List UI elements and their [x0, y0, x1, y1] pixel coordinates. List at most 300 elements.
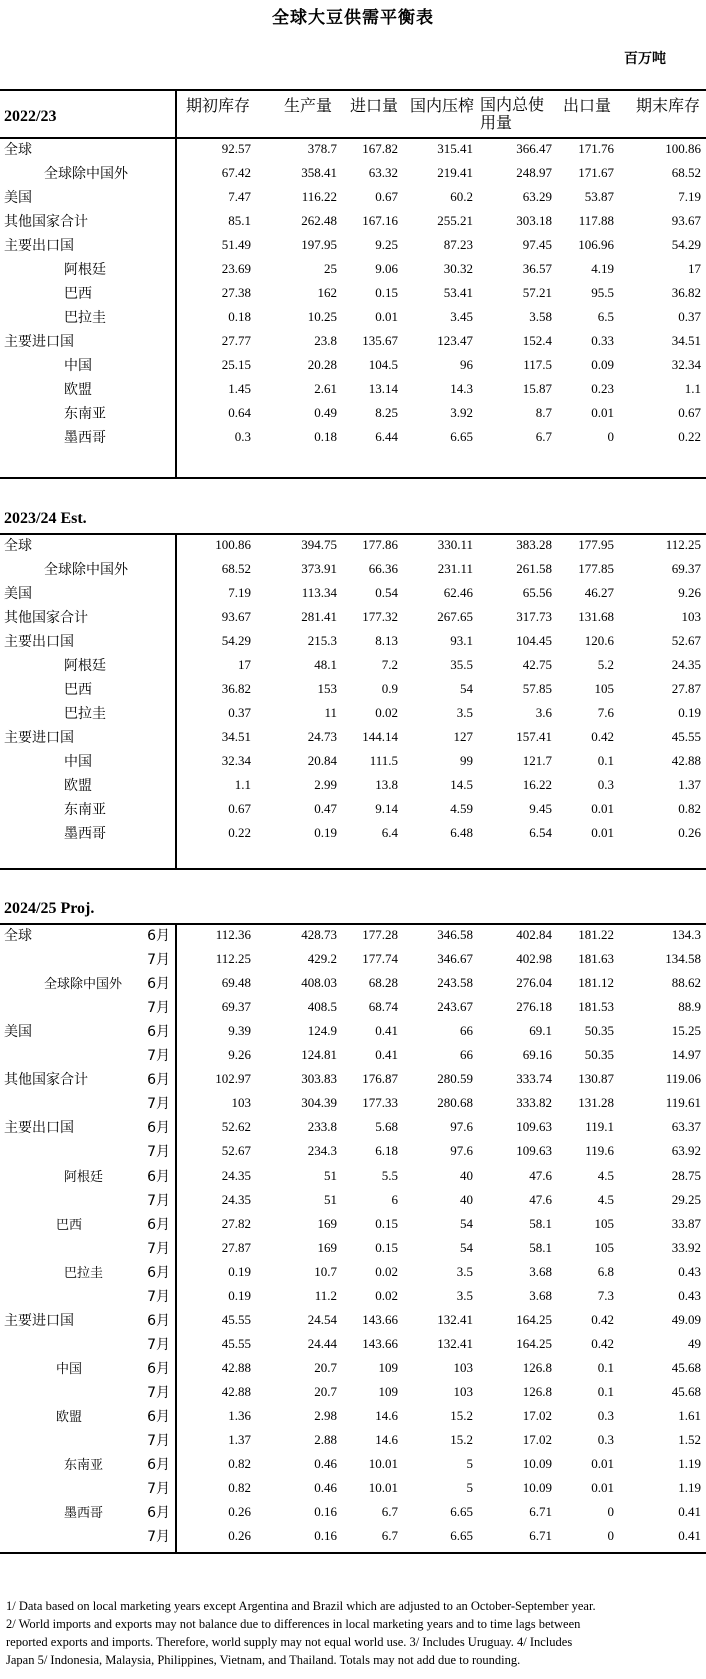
- table-cell: 14.97: [671, 1047, 701, 1063]
- table-row: [0, 726, 706, 750]
- row-month: 7月: [147, 1144, 170, 1161]
- table-cell: 97.6: [450, 1119, 473, 1135]
- table-cell: 117.88: [578, 213, 614, 228]
- table-cell: 45.68: [671, 1359, 701, 1375]
- row-label: 中国: [56, 1361, 83, 1377]
- table-cell: 402.98: [516, 951, 552, 967]
- row-label: 主要出口国: [4, 238, 74, 254]
- table-cell: 67.42: [221, 165, 251, 180]
- table-cell: 105: [594, 1239, 614, 1255]
- table-row: [0, 948, 706, 972]
- table-cell: 23.8: [314, 333, 337, 348]
- table-cell: 135.67: [362, 333, 398, 348]
- table-cell: 6.18: [375, 1143, 398, 1159]
- table-row: [0, 1381, 706, 1405]
- table-cell: 9.39: [228, 1023, 251, 1039]
- table-cell: 330.11: [437, 537, 473, 552]
- col-header-exports: 出口量: [562, 96, 611, 115]
- page-title: 全球大豆供需平衡表: [272, 8, 434, 28]
- table-cell: 261.58: [516, 561, 552, 576]
- col-header-domestic-crush: 国内压榨: [409, 96, 474, 115]
- row-label: 全球除中国外: [44, 977, 123, 993]
- table-cell: 181.22: [578, 927, 614, 942]
- table-cell: 14.3: [450, 381, 473, 396]
- table-cell: 51: [324, 1167, 337, 1183]
- table-cell: 0.22: [228, 825, 251, 840]
- row-month: 6月: [147, 1072, 170, 1089]
- section-bottom-rule: [0, 1552, 706, 1554]
- row-month: 6月: [147, 1505, 170, 1522]
- table-cell: 42.88: [221, 1359, 251, 1375]
- table-cell: 87.23: [443, 237, 473, 252]
- table-cell: 100.86: [665, 141, 701, 156]
- table-cell: 106.96: [578, 237, 614, 252]
- table-cell: 0.9: [381, 681, 398, 696]
- table-cell: 157.41: [516, 729, 552, 744]
- table-row: [0, 210, 706, 234]
- table-cell: 42.75: [522, 657, 552, 672]
- table-cell: 58.1: [529, 1215, 552, 1231]
- table-cell: 346.67: [437, 951, 473, 967]
- row-label: 阿根廷: [64, 1169, 104, 1185]
- table-cell: 0: [607, 1504, 614, 1520]
- table-cell: 0.01: [591, 1456, 614, 1472]
- table-cell: 104.5: [368, 357, 398, 372]
- row-month: 7月: [147, 1336, 170, 1353]
- table-cell: 0.19: [228, 1263, 251, 1279]
- table-cell: 6.65: [450, 1528, 473, 1544]
- table-cell: 0.41: [678, 1528, 701, 1544]
- section-bottom-rule: [0, 868, 706, 870]
- table-cell: 0.64: [228, 405, 251, 420]
- table-cell: 358.41: [301, 165, 337, 180]
- table-cell: 7.2: [381, 657, 398, 672]
- table-cell: 0: [607, 429, 614, 444]
- table-row: [0, 702, 706, 726]
- row-label: 全球: [4, 538, 32, 554]
- table-cell: 280.68: [437, 1095, 473, 1111]
- table-cell: 0.37: [228, 705, 251, 720]
- table-cell: 134.3: [671, 927, 701, 942]
- row-month: 7月: [147, 1384, 170, 1401]
- table-row: [0, 1044, 706, 1068]
- table-cell: 130.87: [578, 1071, 614, 1087]
- footnote-line: reported exports and imports. Therefore, world supply may not equal world use. 3/ Includes Uruguay. 4/ Includes: [6, 1635, 573, 1649]
- table-cell: 10.01: [368, 1480, 398, 1496]
- table-cell: 20.7: [314, 1359, 337, 1375]
- table-row: [0, 1453, 706, 1477]
- row-label: 中国: [64, 754, 92, 770]
- table-cell: 109.63: [516, 1119, 552, 1135]
- table-cell: 1.19: [678, 1456, 701, 1472]
- table-cell: 276.18: [516, 999, 552, 1015]
- table-cell: 164.25: [516, 1311, 552, 1327]
- table-cell: 7.19: [678, 189, 701, 204]
- table-cell: 3.5: [456, 705, 473, 720]
- table-cell: 20.7: [314, 1383, 337, 1399]
- table-cell: 132.41: [437, 1311, 473, 1327]
- table-cell: 17: [238, 657, 251, 672]
- header-top-rule: [0, 89, 706, 91]
- table-cell: 104.45: [516, 633, 552, 648]
- table-cell: 50.35: [584, 1023, 614, 1039]
- table-cell: 99: [460, 753, 473, 768]
- unit-label: 百万吨: [624, 51, 666, 67]
- table-cell: 27.38: [221, 285, 251, 300]
- table-cell: 429.2: [307, 951, 337, 967]
- table-cell: 53.87: [584, 189, 614, 204]
- table-cell: 13.14: [368, 381, 398, 396]
- table-cell: 24.35: [671, 657, 701, 672]
- table-cell: 262.48: [301, 213, 337, 228]
- table-cell: 69.37: [221, 999, 251, 1015]
- table-cell: 15.25: [671, 1023, 701, 1039]
- row-label: 全球: [4, 928, 32, 944]
- table-cell: 0.46: [314, 1480, 337, 1496]
- row-label: 全球除中国外: [44, 562, 128, 578]
- table-row: [0, 1140, 706, 1164]
- row-label: 巴西: [64, 286, 92, 302]
- table-cell: 24.54: [307, 1311, 337, 1327]
- row-label: 全球除中国外: [44, 166, 128, 182]
- row-label: 其他国家合计: [4, 214, 88, 230]
- table-row: [0, 798, 706, 822]
- table-cell: 112.25: [665, 537, 701, 552]
- table-cell: 66: [460, 1023, 473, 1039]
- table-cell: 36.82: [221, 681, 251, 696]
- table-cell: 100.86: [215, 537, 251, 552]
- table-cell: 24.35: [221, 1167, 251, 1183]
- table-cell: 65.56: [522, 585, 552, 600]
- row-label: 巴西: [64, 682, 92, 698]
- table-cell: 3.58: [529, 309, 552, 324]
- table-cell: 4.59: [450, 801, 473, 816]
- row-label: 其他国家合计: [4, 610, 88, 626]
- table-cell: 255.21: [437, 213, 473, 228]
- table-cell: 68.52: [671, 165, 701, 180]
- table-cell: 0.09: [591, 357, 614, 372]
- table-row: [0, 378, 706, 402]
- table-cell: 0.49: [314, 405, 337, 420]
- table-cell: 95.5: [591, 285, 614, 300]
- table-cell: 9.06: [375, 261, 398, 276]
- table-cell: 36.82: [671, 285, 701, 300]
- table-row: [0, 1429, 706, 1453]
- row-month: 7月: [147, 1048, 170, 1065]
- col-header-imports: 进口量: [349, 96, 398, 115]
- table-cell: 281.41: [301, 609, 337, 624]
- table-cell: 96: [460, 357, 473, 372]
- table-cell: 5.68: [375, 1119, 398, 1135]
- table-cell: 0.19: [228, 1287, 251, 1303]
- col-header-ending-stocks: 期末库存: [635, 96, 700, 115]
- table-cell: 143.66: [362, 1335, 398, 1351]
- table-cell: 169: [317, 1239, 337, 1255]
- table-cell: 144.14: [362, 729, 398, 744]
- table-cell: 231.11: [437, 561, 473, 576]
- table-cell: 63.37: [671, 1119, 701, 1135]
- table-cell: 0.15: [375, 1239, 398, 1255]
- table-cell: 0.01: [591, 405, 614, 420]
- table-cell: 93.67: [221, 609, 251, 624]
- table-cell: 57.21: [522, 285, 552, 300]
- table-cell: 32.34: [671, 357, 701, 372]
- col-header-production: 生产量: [283, 96, 332, 115]
- table-cell: 4.19: [591, 261, 614, 276]
- row-label: 东南亚: [64, 802, 106, 818]
- table-cell: 57.85: [522, 681, 552, 696]
- table-row: [0, 558, 706, 582]
- table-cell: 0.3: [597, 1408, 614, 1423]
- table-cell: 13.8: [375, 777, 398, 792]
- table-cell: 0.67: [678, 405, 701, 420]
- table-cell: 3.5: [456, 1287, 473, 1303]
- table-cell: 3.68: [529, 1287, 552, 1303]
- table-cell: 11.2: [314, 1287, 337, 1303]
- table-cell: 42.88: [221, 1383, 251, 1399]
- table-cell: 0.46: [314, 1456, 337, 1472]
- row-month: 7月: [147, 1096, 170, 1113]
- table-cell: 29.25: [671, 1191, 701, 1207]
- row-label: 墨西哥: [64, 430, 106, 446]
- table-cell: 0.3: [597, 1432, 614, 1448]
- table-cell: 408.03: [301, 975, 337, 991]
- table-row: [0, 1068, 706, 1092]
- table-cell: 5: [466, 1456, 473, 1472]
- table-cell: 8.25: [375, 405, 398, 420]
- table-row: [0, 1092, 706, 1116]
- col-header-domestic-total: 国内总使用量: [480, 95, 545, 132]
- table-row: [0, 162, 706, 186]
- table-cell: 45.68: [671, 1383, 701, 1399]
- table-cell: 177.74: [362, 951, 398, 967]
- row-month: 6月: [147, 976, 170, 993]
- table-cell: 54: [460, 1239, 473, 1255]
- table-cell: 49: [688, 1335, 701, 1351]
- table-cell: 69.48: [221, 975, 251, 991]
- table-cell: 33.87: [671, 1215, 701, 1231]
- row-label: 巴拉圭: [64, 1265, 104, 1281]
- row-label: 欧盟: [64, 778, 92, 794]
- table-cell: 0.43: [678, 1263, 701, 1279]
- row-label: 美国: [4, 190, 32, 206]
- table-row: [0, 630, 706, 654]
- table-cell: 373.91: [301, 561, 337, 576]
- table-row: [0, 1525, 706, 1549]
- table-row: [0, 1213, 706, 1237]
- table-cell: 171.76: [578, 141, 614, 156]
- table-row: [0, 582, 706, 606]
- table-row: [0, 1165, 706, 1189]
- table-cell: 14.6: [375, 1432, 398, 1448]
- table-cell: 0.15: [375, 1215, 398, 1231]
- table-cell: 177.85: [578, 561, 614, 576]
- row-label: 东南亚: [64, 406, 106, 422]
- table-cell: 0.42: [591, 1335, 614, 1351]
- table-cell: 9.45: [529, 801, 552, 816]
- table-cell: 0.19: [678, 705, 701, 720]
- table-cell: 134.58: [665, 951, 701, 967]
- table-cell: 32.34: [221, 753, 251, 768]
- table-cell: 1.19: [678, 1480, 701, 1496]
- table-cell: 280.59: [437, 1071, 473, 1087]
- table-cell: 177.28: [362, 927, 398, 942]
- table-cell: 69.1: [529, 1023, 552, 1039]
- table-cell: 0.02: [375, 1263, 398, 1279]
- table-cell: 36.57: [522, 261, 552, 276]
- table-cell: 0.19: [314, 825, 337, 840]
- table-cell: 124.9: [307, 1023, 337, 1039]
- table-cell: 68.74: [368, 999, 398, 1015]
- table-cell: 6.5: [597, 309, 614, 324]
- table-cell: 7.47: [228, 189, 251, 204]
- row-label: 美国: [4, 1024, 32, 1041]
- table-cell: 121.7: [522, 753, 552, 768]
- table-cell: 0.1: [597, 1383, 614, 1399]
- table-cell: 63.92: [671, 1143, 701, 1159]
- table-cell: 176.87: [362, 1071, 398, 1087]
- table-cell: 103: [681, 609, 701, 624]
- table-cell: 6.7: [535, 429, 552, 444]
- table-cell: 119.06: [665, 1071, 701, 1087]
- table-cell: 50.35: [584, 1047, 614, 1063]
- table-cell: 6.71: [529, 1528, 552, 1544]
- table-cell: 62.46: [443, 585, 473, 600]
- table-cell: 30.32: [443, 261, 473, 276]
- table-cell: 15.2: [450, 1432, 473, 1448]
- table-cell: 162: [317, 285, 337, 300]
- table-cell: 103: [453, 1359, 473, 1375]
- table-cell: 171.67: [578, 165, 614, 180]
- table-cell: 0.33: [591, 333, 614, 348]
- table-cell: 132.41: [437, 1335, 473, 1351]
- table-cell: 177.32: [362, 609, 398, 624]
- table-row: [0, 306, 706, 330]
- table-cell: 243.67: [437, 999, 473, 1015]
- footnote-line: 1/ Data based on local marketing years except Argentina and Brazil which are adjusted to an October-September year.: [6, 1599, 596, 1613]
- table-cell: 0.01: [375, 309, 398, 324]
- section-label: 2024/25 Proj.: [4, 900, 95, 917]
- table-cell: 315.41: [437, 141, 473, 156]
- table-cell: 346.58: [437, 927, 473, 942]
- table-cell: 9.25: [375, 237, 398, 252]
- table-cell: 58.1: [529, 1239, 552, 1255]
- table-cell: 105: [594, 1215, 614, 1231]
- table-cell: 0.67: [375, 189, 398, 204]
- table-cell: 131.28: [578, 1095, 614, 1111]
- table-row: [0, 1285, 706, 1309]
- table-cell: 45.55: [221, 1335, 251, 1351]
- table-cell: 40: [460, 1167, 473, 1183]
- table-cell: 177.33: [362, 1095, 398, 1111]
- table-cell: 181.12: [578, 975, 614, 991]
- row-label: 主要进口国: [4, 730, 74, 746]
- table-row: [0, 1309, 706, 1333]
- table-cell: 15.2: [450, 1408, 473, 1423]
- table-cell: 6.54: [529, 825, 552, 840]
- table-cell: 0.15: [375, 285, 398, 300]
- row-label: 其他国家合计: [4, 1072, 88, 1089]
- row-month: 6月: [147, 928, 170, 944]
- table-cell: 0.18: [228, 309, 251, 324]
- table-cell: 9.26: [228, 1047, 251, 1063]
- row-label: 欧盟: [56, 1410, 83, 1425]
- table-cell: 5: [466, 1480, 473, 1496]
- table-cell: 27.87: [221, 1239, 251, 1255]
- table-cell: 10.09: [522, 1456, 552, 1472]
- table-cell: 6: [391, 1191, 398, 1207]
- table-cell: 6.7: [381, 1504, 398, 1520]
- table-cell: 109.63: [516, 1143, 552, 1159]
- table-cell: 68.28: [368, 975, 398, 991]
- table-row: [0, 138, 706, 162]
- table-cell: 126.8: [522, 1383, 552, 1399]
- row-month: 7月: [147, 1192, 170, 1209]
- table-cell: 27.87: [671, 681, 701, 696]
- footnote-line: 2/ World imports and exports may not balance due to differences in local marketing years and to time lags between: [6, 1617, 581, 1631]
- table-cell: 66: [460, 1047, 473, 1063]
- table-cell: 0.41: [375, 1047, 398, 1063]
- table-cell: 105: [594, 681, 614, 696]
- table-cell: 0.3: [234, 429, 251, 444]
- row-month: 6月: [147, 1360, 170, 1377]
- table-row: [0, 1237, 706, 1261]
- table-cell: 0.18: [314, 429, 337, 444]
- table-row: [0, 972, 706, 996]
- table-row: [0, 750, 706, 774]
- table-cell: 69.16: [522, 1047, 552, 1063]
- table-cell: 27.82: [221, 1215, 251, 1231]
- table-cell: 25: [324, 261, 337, 276]
- table-cell: 1.52: [678, 1432, 701, 1448]
- table-cell: 0.01: [591, 825, 614, 840]
- table-cell: 51: [324, 1191, 337, 1207]
- row-month: 6月: [147, 1312, 170, 1329]
- table-cell: 103: [453, 1383, 473, 1399]
- table-cell: 52.67: [221, 1143, 251, 1159]
- row-label: 欧盟: [64, 382, 92, 398]
- table-cell: 123.47: [437, 333, 473, 348]
- footnote-line: Japan 5/ Indonesia, Malaysia, Philippines, Vietnam, and Thailand. Totals may not add due to rounding.: [6, 1653, 521, 1667]
- row-label: 主要出口国: [4, 634, 74, 650]
- table-cell: 14.5: [450, 777, 473, 792]
- row-month: 6月: [147, 1264, 170, 1281]
- table-cell: 303.83: [301, 1071, 337, 1087]
- table-row: [0, 1261, 706, 1285]
- table-cell: 3.68: [529, 1263, 552, 1279]
- table-row: [0, 606, 706, 630]
- table-cell: 102.97: [215, 1071, 251, 1087]
- table-cell: 0.01: [591, 1480, 614, 1496]
- table-cell: 0.37: [678, 309, 701, 324]
- table-row: [0, 774, 706, 798]
- table-row: [0, 1477, 706, 1501]
- table-cell: 34.51: [671, 333, 701, 348]
- table-row: [0, 654, 706, 678]
- table-cell: 119.1: [585, 1119, 614, 1135]
- row-label: 墨西哥: [64, 1506, 104, 1522]
- table-cell: 181.53: [578, 999, 614, 1015]
- table-cell: 112.36: [215, 927, 251, 942]
- table-row: [0, 1189, 706, 1213]
- table-cell: 117.5: [523, 357, 552, 372]
- table-cell: 0.82: [228, 1456, 251, 1472]
- table-cell: 143.66: [362, 1311, 398, 1327]
- row-month: 6月: [147, 1216, 170, 1233]
- table-cell: 127: [453, 729, 473, 744]
- row-month: 7月: [147, 1529, 170, 1546]
- row-month: 7月: [147, 1240, 170, 1257]
